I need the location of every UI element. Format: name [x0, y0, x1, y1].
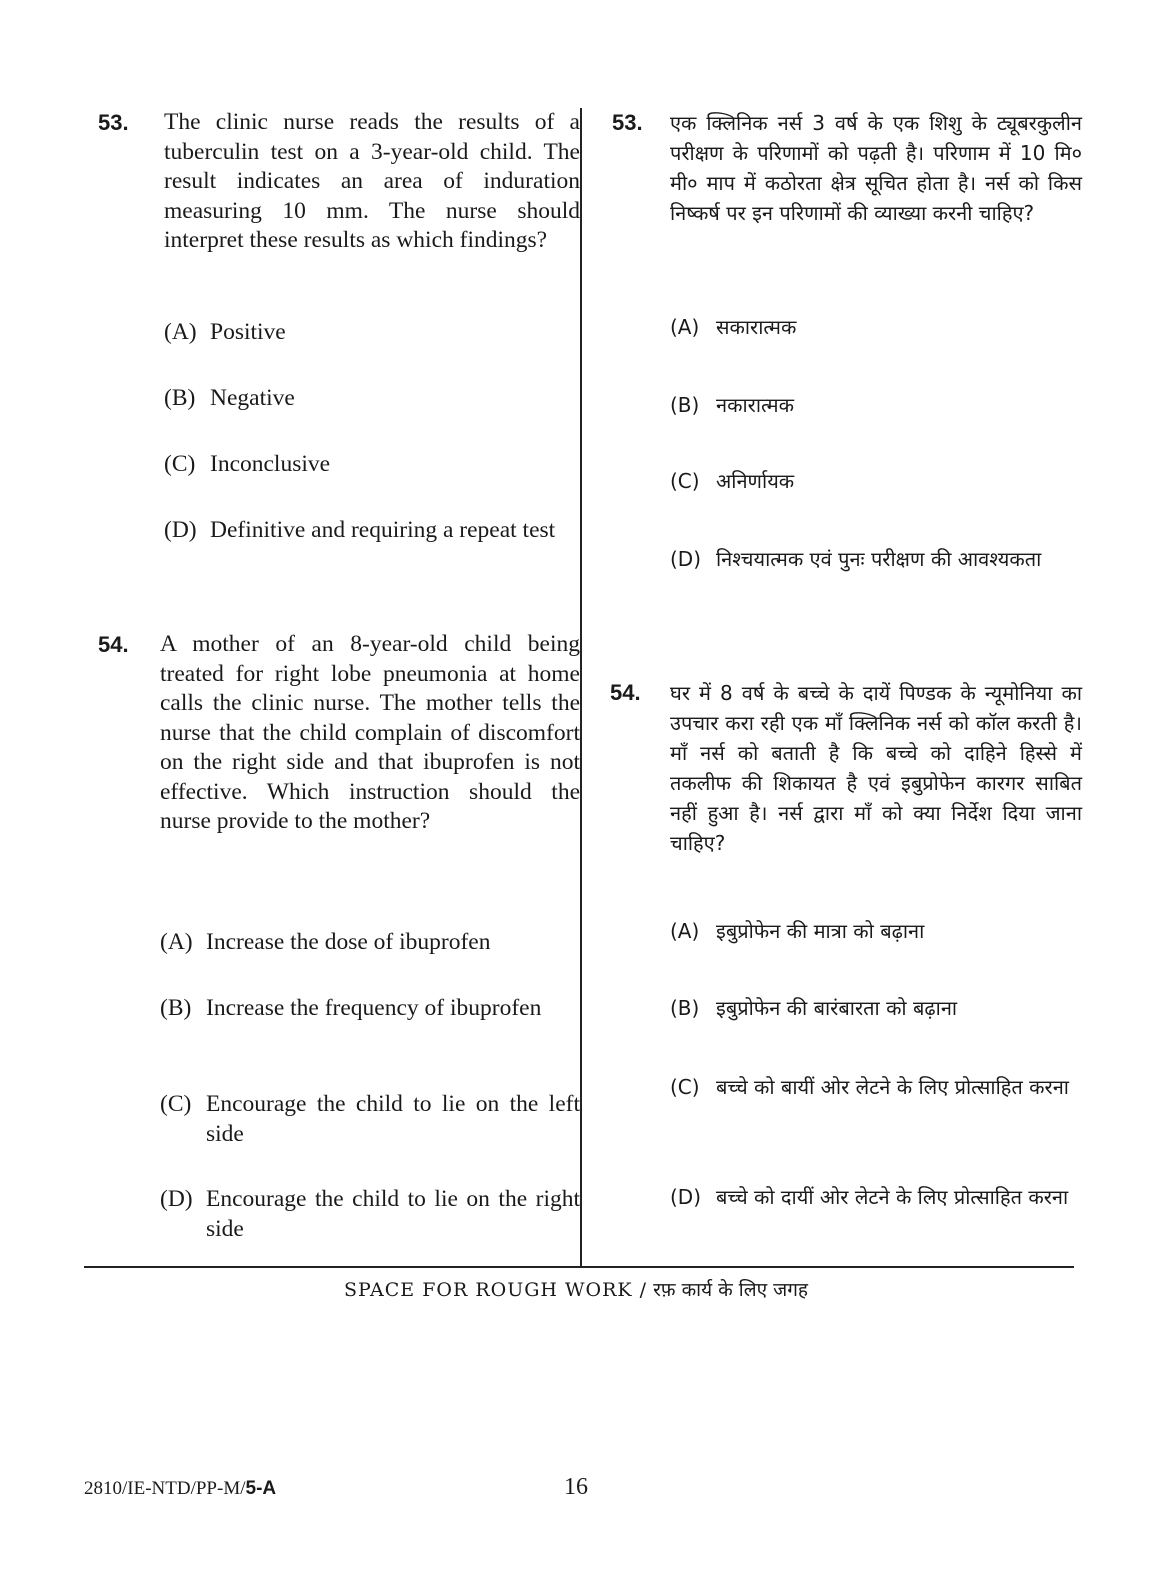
option-label: (B)	[164, 385, 196, 411]
question-number: 54.	[98, 632, 129, 657]
option-label: (D)	[670, 1185, 702, 1209]
option-text: इबुप्रोफेन की बारंबारता को बढ़ाना	[716, 996, 958, 1020]
paper-code-prefix: 2810/IE-NTD/PP-M/	[84, 1478, 246, 1499]
paper-code-series: 5-A	[245, 1478, 277, 1499]
question-number: 53.	[98, 110, 129, 135]
page-number: 16	[564, 1474, 588, 1500]
option-text: नकारात्मक	[716, 393, 794, 417]
option-label: (B)	[670, 393, 700, 417]
option-text: अनिर्णायक	[716, 469, 795, 493]
option-text: Increase the frequency of ibuprofen	[206, 995, 542, 1021]
rough-work-label	[0, 1276, 1152, 1302]
option-text: Positive	[210, 319, 286, 345]
option-label: (C)	[670, 469, 700, 493]
option-label: (A)	[670, 919, 700, 943]
option-text: इबुप्रोफेन की मात्रा को बढ़ाना	[716, 919, 925, 943]
option-label: (A)	[670, 315, 700, 339]
option-label: (B)	[670, 996, 700, 1020]
question-text: एक क्लिनिक नर्स 3 वर्ष के एक शिशु के ट्यूबरकुलीन परीक्षण के परिणामों को पढ़ती है। परिणाम में 10 मि० मी० माप में कठोरता क्षेत्र सूचित होता है। नर्स को किस निष्कर्ष पर इन परिणामों की व्याख्या करनी चाहिए?	[670, 111, 1082, 225]
option-label: (A)	[164, 319, 197, 345]
option-text: Definitive and requiring a repeat test	[210, 517, 556, 543]
option-label: (B)	[160, 995, 192, 1021]
option-text: Negative	[210, 385, 295, 411]
option-label: (D)	[670, 547, 702, 571]
option-text: Encourage the child to lie on the left side	[206, 1091, 580, 1147]
rough-work-hindi: रफ़ कार्य के लिए जगह	[653, 1279, 809, 1301]
option-label: (D)	[164, 517, 197, 543]
option-text: बच्चे को दायीं ओर लेटने के लिए प्रोत्साहित करना	[716, 1185, 1069, 1209]
question-number: 54.	[610, 680, 641, 705]
option-text: Increase the dose of ibuprofen	[206, 929, 491, 955]
option-text: Inconclusive	[210, 451, 331, 477]
option-text: बच्चे को बायीं ओर लेटने के लिए प्रोत्साहित करना	[716, 1075, 1069, 1099]
option-text: निश्चयात्मक एवं पुनः परीक्षण की आवश्यकता	[716, 547, 1042, 571]
option-label: (A)	[160, 929, 193, 955]
option-label: (D)	[160, 1186, 193, 1212]
option-text: Encourage the child to lie on the right side	[206, 1186, 580, 1242]
column-divider	[580, 108, 582, 1268]
question-number: 53.	[612, 110, 643, 135]
option-label: (C)	[164, 451, 196, 477]
option-text: सकारात्मक	[716, 315, 797, 339]
question-text: A mother of an 8-year-old child being treated for right lobe pneumonia at home calls the clinic nurse. The mother tells the nurse that the child complain of discomfort on the right side and that ibuprofen is not effective. Which instruction should the nurse provide to the mother?	[160, 631, 580, 834]
question-text: The clinic nurse reads the results of a tuberculin test on a 3-year-old child. The result indicates an area of induration measuring 10 mm. The nurse should interpret these results as which findings?	[164, 109, 580, 253]
option-label: (C)	[160, 1091, 192, 1117]
rough-work-divider	[84, 1266, 1074, 1268]
option-label: (C)	[670, 1075, 700, 1099]
rough-work-english: SPACE FOR ROUGH WORK	[343, 1279, 633, 1301]
question-text: घर में 8 वर्ष के बच्चे के दायें पिण्डक के न्यूमोनिया का उपचार करा रही एक माँ क्लिनिक नर्स को कॉल करती है। माँ नर्स को बताती है कि बच्चे को दाहिने हिस्से में तकलीफ की शिकायत है एवं इबुप्रोफेन कारगर साबित नहीं हुआ है। नर्स द्वारा माँ को क्या निर्देश दिया जाना चाहिए?	[670, 681, 1082, 855]
rough-work-separator: /	[639, 1279, 647, 1301]
